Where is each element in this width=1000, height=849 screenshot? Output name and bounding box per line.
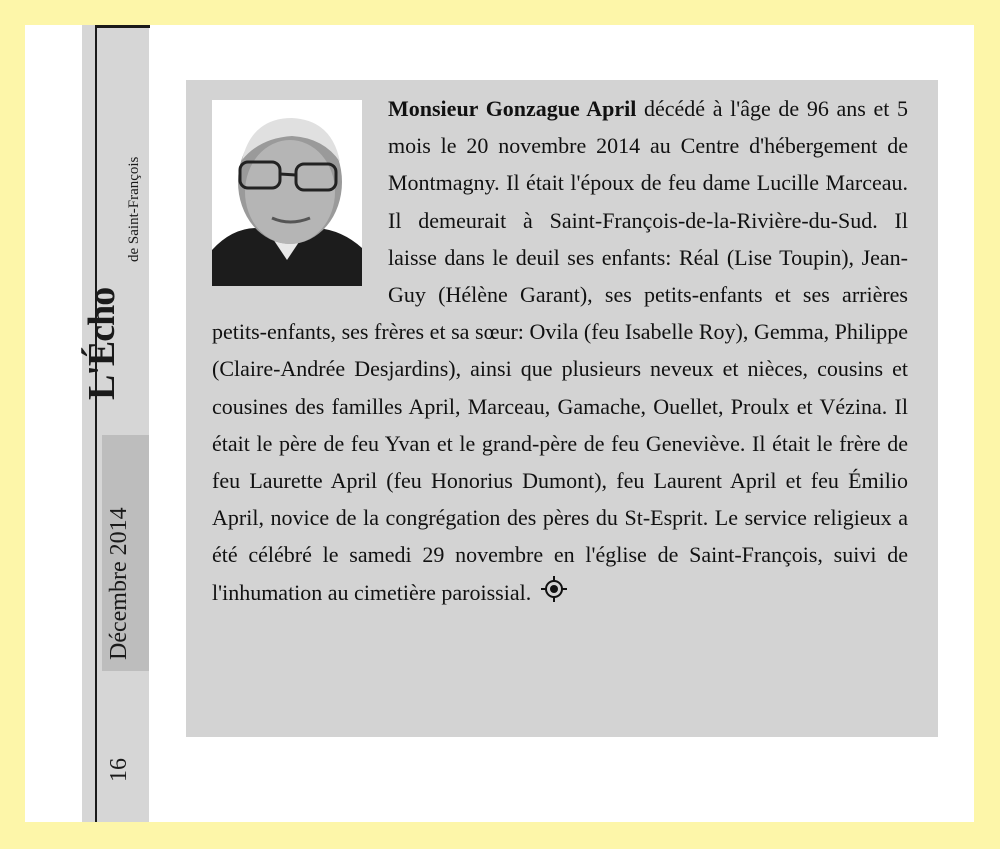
page-number: 16: [106, 758, 132, 782]
issue-date: Décembre 2014: [106, 507, 132, 660]
publication-logo: L'Écho: [81, 287, 123, 400]
deceased-name: Monsieur Gonzague April: [388, 96, 637, 121]
target-ornament-icon: [541, 576, 567, 613]
portrait-photo: [212, 100, 362, 286]
page-spine: [82, 25, 149, 822]
obituary-text: [212, 90, 908, 613]
publication-subtitle: de Saint-François: [126, 156, 142, 262]
spine-rule: [95, 25, 97, 822]
spine-rule-top: [95, 25, 150, 28]
portrait-illustration: [212, 100, 362, 286]
obituary-body: décédé à l'âge de 96 ans et 5 mois le 20 novembre 2014 au Centre d'hébergement de Montmagny. Il était l'époux de feu dame Lucille Marceau. Il demeurait à Saint-François-de-la-Rivière-du-Sud. Il laisse dans le deuil ses enfants: Réal (Lise Toupin), Jean-Guy (Hélène Garant), ses petits-enfants et ses arrières petits-enfants, ses frères et sa sœur: Ovila (feu Isabelle Roy), Gemma, Philippe (Claire-Andrée Desjardins), ainsi que plusieurs neveux et nièces, cousins et cousines des familles April, Marceau, Gamache, Ouellet, Proulx et Vézina. Il était le père de feu Yvan et le grand-père de feu Geneviève. Il était le frère de feu Laurette April (feu Honorius Dumont), feu Laurent April et feu Émilio April, novice de la congrégation des pères du St-Esprit. Le service religieux a été célébré le samedi 29 novembre en l'église de Saint-François, suivi de l'inhumation au cimetière paroissial.: [212, 96, 908, 605]
